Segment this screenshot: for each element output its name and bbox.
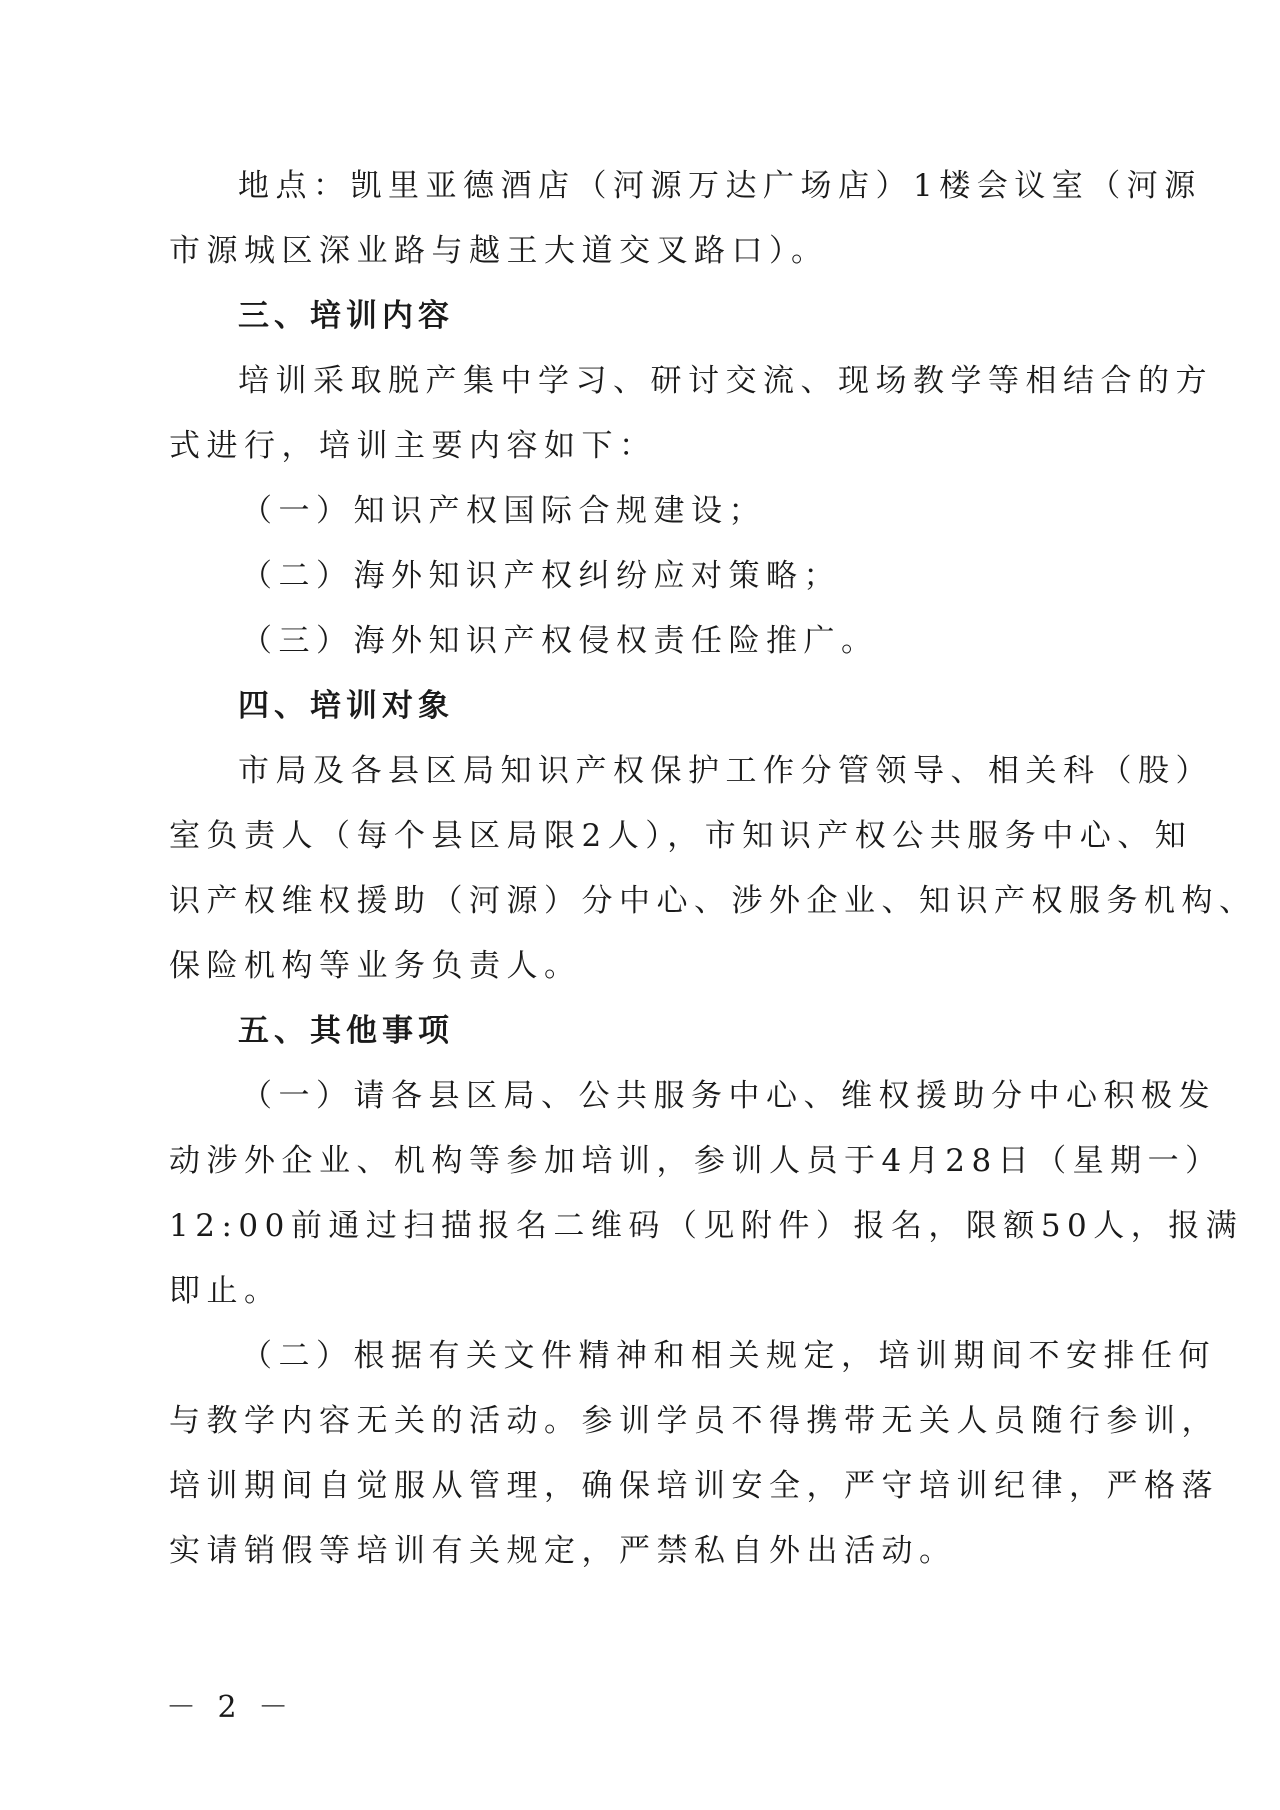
paragraph-line: 实请销假等培训有关规定，严禁私自外出活动。 <box>169 1533 957 1569</box>
page-number: － 2 － <box>166 1690 295 1725</box>
section-heading-3: 三、培训内容 <box>238 298 454 334</box>
section-heading-4: 四、培训对象 <box>238 688 454 724</box>
paragraph-line: 地点：凯里亚德酒店（河源万达广场店）1楼会议室（河源 <box>238 168 1202 204</box>
list-item: （二）海外知识产权纠纷应对策略； <box>241 558 841 594</box>
paragraph-line: 培训采取脱产集中学习、研讨交流、现场教学等相结合的方 <box>238 363 1213 399</box>
paragraph-line: 市局及各县区局知识产权保护工作分管领导、相关科（股） <box>238 753 1213 789</box>
section-heading-5: 五、其他事项 <box>238 1013 454 1049</box>
paragraph-line: 培训期间自觉服从管理，确保培训安全，严守培训纪律，严格落 <box>169 1468 1219 1504</box>
paragraph-line: 动涉外企业、机构等参加培训，参训人员于4月28日（星期一） <box>169 1143 1223 1179</box>
paragraph-line: 室负责人（每个县区局限2人），市知识产权公共服务中心、知 <box>169 818 1193 854</box>
paragraph-line: （一）请各县区局、公共服务中心、维权援助分中心积极发 <box>241 1078 1216 1114</box>
paragraph-line: 保险机构等业务负责人。 <box>169 948 582 984</box>
paragraph-line: 即止。 <box>169 1273 282 1309</box>
paragraph-line: 12:00前通过扫描报名二维码（见附件）报名，限额50人，报满 <box>169 1208 1244 1244</box>
paragraph-line: 与教学内容无关的活动。参训学员不得携带无关人员随行参训， <box>169 1403 1219 1439</box>
list-item: （三）海外知识产权侵权责任险推广。 <box>241 623 879 659</box>
paragraph-line: 识产权维权援助（河源）分中心、涉外企业、知识产权服务机构、 <box>169 883 1257 919</box>
list-item: （一）知识产权国际合规建设； <box>241 493 766 529</box>
paragraph-line: （二）根据有关文件精神和相关规定，培训期间不安排任何 <box>241 1338 1216 1374</box>
paragraph-line: 式进行，培训主要内容如下： <box>169 428 657 464</box>
paragraph-line: 市源城区深业路与越王大道交叉路口）。 <box>169 233 829 269</box>
